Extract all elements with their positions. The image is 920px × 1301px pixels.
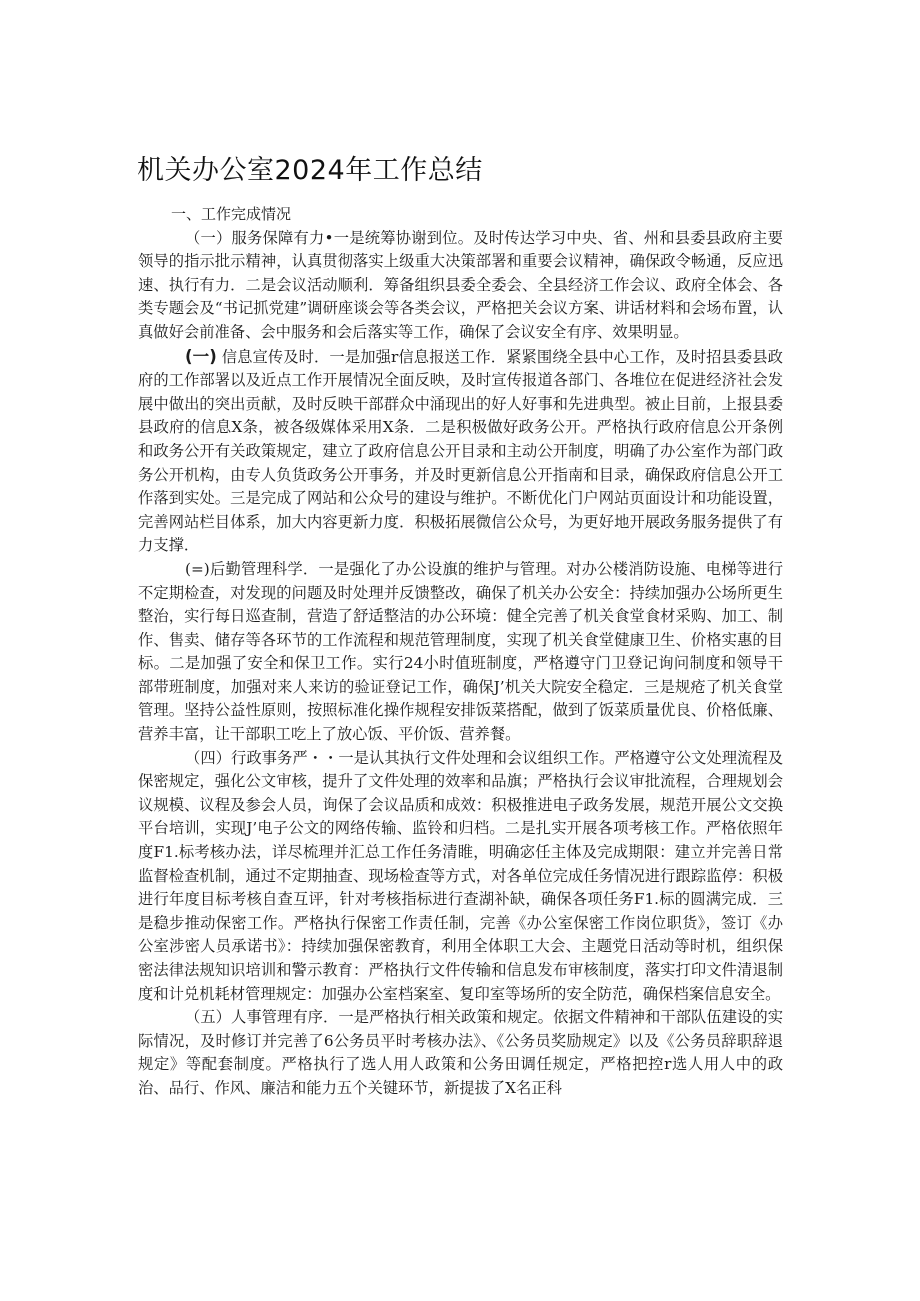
paragraph-number: （四） <box>185 748 232 767</box>
document-body <box>138 203 783 1101</box>
document-title: 机关办公室2024年工作总结 <box>137 155 483 186</box>
paragraph-text: 信息宣传及时．一是加强r信息报送工作．紧紧围绕全县中心工作，及时招县委县政府的工作部署以及近点工作开展情况全面反映，及时宣传报道各部门、各堆位在促进经济社会发展中做出的突出贡献，及时反映干部群众中涌现出的好人好事和先进典型。被止目前，上报县委县政府的信息X条，被各级媒体采用X条．二是积极做好政务公开。严格执行政府信息公开条例和政务公开有关政策规定，建立了政府信息公开目录和主动公开制度，明确了办公室作为部门政务公开机构，由专人负货政务公开事务，并及时更新信息公开指南和目录，确保政府信息公开工作落到实处。三是完成了网站和公众号的建设与维护。不断优化门户网站页面设计和功能设置，完善网站栏目体系，加大内容更新力度．积极拓展微信公众号，为更好地开展政务服务提供了有力支撑． <box>138 347 783 555</box>
paragraph-text: 服务保障有力•一是统筹协谢到位。及时传达学习中央、省、州和县委县政府主要领导的指示批示精神，认真贯彻落实上级重大决策部署和重要会议精神，确保政令畅通，反应迅速、执行有力．二是会议活动顺利．筹备组织县委全委会、全县经济工作会议、政府全体会、各类专题会及“书记抓党建”调研座谈会等各类会议，严格把关会议方案、讲话材料和会场布置，认真做好会前准备、会中服务和会后落实等工作，确保了会议安全有序、效果明显。 <box>138 228 783 341</box>
paragraph-number: （一） <box>185 228 232 247</box>
paragraph-information-publicity <box>138 345 783 558</box>
paragraph-text: 人事管理有序．一是严格执行相关政策和规定。依据文件精神和干部队伍建设的实际情况，及时修订并完善了6公务员平时考核办法》、《公务员奖励规定》以及《公务员辞职辞退规定》等配套制度。严格执行了选人用人政策和公务田调任规定，严格把控r选人用人中的政治、品行、作风、廉洁和能力五个关键环节，新提拔了X名正科 <box>138 1008 783 1097</box>
paragraph-logistics-management <box>138 558 783 747</box>
paragraph-service-support <box>138 227 783 345</box>
paragraph-number: （五） <box>185 1008 232 1027</box>
paragraph-number: (=) <box>185 559 210 578</box>
paragraph-text: 行政事务严・・一是认其执行文件处理和会议组织工作。严格遵守公文处理流程及保密规定，强化公文审核，提升了文件处理的效率和品旗；严格执行会议审批流程，合理规划会议规模、议程及参会人员，询保了会议品质和成效：积极推进电子政务发展，规范开展公文交换平台培训，实现J’电子公文的网络传输、监铃和归档。二是扎实开展各项考核工作。严格依照年度F1.标考核办法，详尽梳理并汇总工作任务清睢，明确宓任主体及完成期限：建立并完善日常监督检查机制，通过不定期抽查、现场检查等方式，对各单位完成任务情况进行跟踪监停：积极进行年度目标考核自查互评，针对考核指标进行查湖补缺，确保各项任务F1.标的圆满完成．三是稳步推动保密工作。严格执行保密工作责任制，完善《办公室保密工作岗位职货》，签订《办公室涉密人员承诺书》：持续加强保密教育，利用全体职工大会、主题党日活动等时机，组织保密法律法规知识培训和警示教育：严格执行文件传输和信息发布审核制度，落实打印文件清退制度和计兑机耗材管理规定：加强办公室档案室、复印室等场所的安全防范，确保档案信息安全。 <box>138 748 783 1003</box>
paragraph-personnel-management <box>138 1006 783 1100</box>
paragraph-text: 后勤管理科学．一是强化了办公设旗的维护与管理。对办公楼消防设施、电梯等进行不定期检查，对发现的问题及时处理并反馈整改，确保了机关办公安全：持续加强办公场所更生整治，实行每日巡查制，营造了舒适整洁的办公环境：健全完善了机关食堂食材采购、加工、制作、售卖、储存等各环节的工作流程和规范管理制度，实现了机关食堂健康卫生、价格实惠的目标。二是加强了安全和保卫工作。实行24小时值班制度，严格遵守门卫登记询问制度和领导干部带班制度，加强对来人来访的验证登记工作，确保J’机关大院安全稳定．三是规疮了机关食堂管理。坚持公益性原则，按照标准化操作规程安排饭菜搭配，做到了饭菜质量优良、价格低廉、营养丰富，让干部职工吃上了放心饭、平价饭、营养餐。 <box>138 559 783 744</box>
paragraph-number: (一) <box>185 346 217 366</box>
section-heading: 一、工作完成情况 <box>171 205 292 223</box>
paragraph-administrative-affairs <box>138 747 783 1007</box>
